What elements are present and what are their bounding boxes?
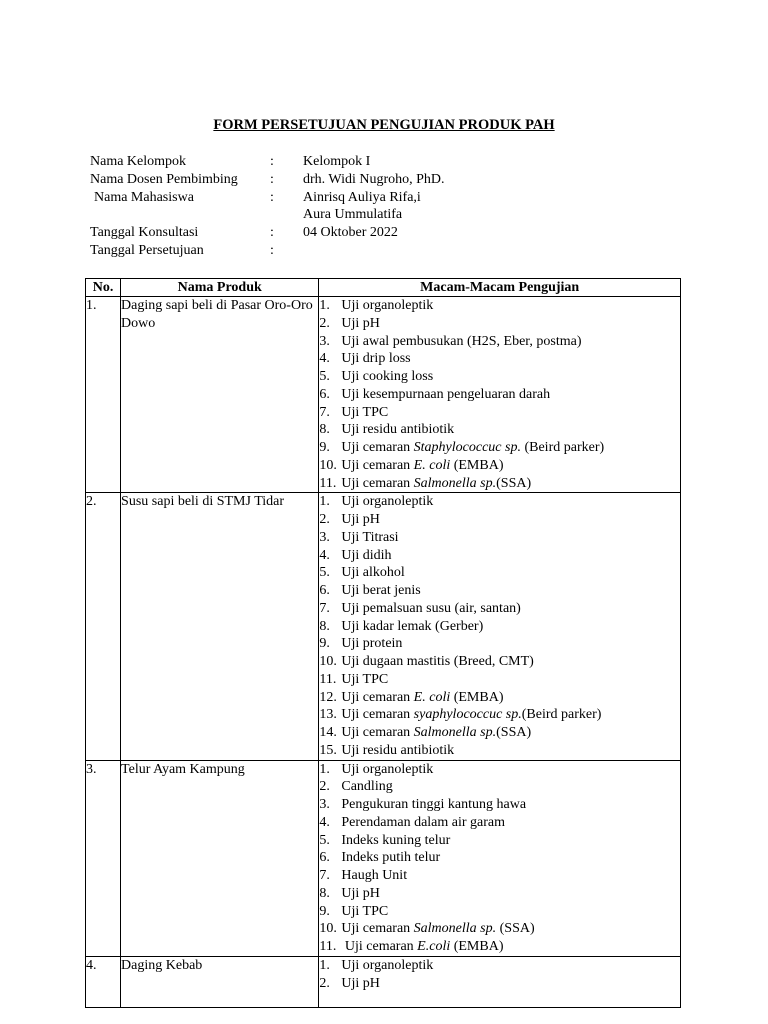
test-item-text — [341, 867, 407, 885]
test-item — [319, 778, 680, 796]
test-item-text — [341, 421, 454, 439]
test-organism-italic: E.coli — [417, 939, 451, 954]
test-text-post: (Beird parker) — [520, 440, 605, 455]
info-value — [303, 153, 370, 171]
table-row — [86, 297, 681, 493]
test-item-text — [341, 529, 398, 547]
test-text-post: (EMBA) — [450, 689, 504, 705]
test-item-number: 5. — [319, 832, 330, 848]
test-text-pre: Candling — [341, 779, 393, 795]
form-title: FORM PERSETUJUAN PENGUJIAN PRODUK PAH — [213, 117, 555, 133]
test-text-pre: Uji drip loss — [341, 351, 411, 367]
info-block — [90, 153, 445, 260]
product-name: Daging Kebab — [121, 956, 319, 1007]
test-item-number: 11. — [319, 939, 337, 954]
test-item-text — [341, 903, 388, 921]
test-item-number: 11. — [319, 475, 337, 491]
test-item-number: 11. — [319, 671, 337, 687]
info-label: Tanggal Konsultasi — [90, 225, 199, 241]
test-item — [319, 671, 680, 689]
test-item — [319, 333, 680, 351]
test-item-number: 8. — [319, 885, 330, 901]
test-text-pre: Uji organoleptik — [341, 957, 434, 973]
info-label: Tanggal Persetujuan — [90, 242, 204, 258]
test-item-number: 9. — [319, 440, 330, 455]
test-item-text — [341, 814, 505, 832]
info-row-mahasiswa — [90, 189, 445, 225]
test-item-text — [341, 635, 402, 653]
test-item — [319, 814, 680, 832]
test-item — [319, 706, 680, 724]
test-item-number: 4. — [319, 547, 330, 563]
test-text-post: (Beird parker) — [521, 707, 602, 723]
test-text-pre: Uji cemaran — [341, 707, 414, 723]
test-item-text — [341, 618, 483, 636]
test-item-text — [341, 511, 380, 529]
test-item-text — [341, 368, 433, 386]
product-name: Telur Ayam Kampung — [121, 760, 319, 956]
konsultasi-value: 04 Oktober 2022 — [303, 225, 398, 241]
info-label: Nama Dosen Pembimbing — [90, 171, 238, 187]
test-text-pre: Uji cemaran — [341, 457, 414, 473]
info-row-kelompok — [90, 153, 445, 171]
test-text-post: (SSA) — [496, 725, 532, 740]
test-item — [319, 386, 680, 404]
test-item-text — [341, 761, 433, 779]
test-item — [319, 867, 680, 885]
test-text-post: (SSA) — [496, 921, 535, 937]
test-item-text — [341, 564, 404, 582]
test-item-number: 6. — [319, 386, 330, 402]
test-item — [319, 761, 680, 779]
test-item — [319, 582, 680, 600]
test-text-pre: Perendaman dalam air garam — [341, 814, 506, 830]
test-organism-italic: Salmonella sp. — [413, 921, 497, 937]
test-item-text — [341, 315, 380, 333]
info-colon: : — [270, 189, 274, 205]
row-number: 3. — [86, 760, 121, 956]
test-text-pre: Uji cemaran — [341, 689, 414, 705]
test-item — [319, 439, 680, 457]
test-text-pre: Uji cemaran — [341, 939, 418, 954]
test-text-pre: Uji Titrasi — [341, 529, 399, 545]
table-header-row — [86, 279, 681, 297]
mahasiswa-name: Aura Ummulatifa — [303, 207, 403, 223]
test-organism-italic: E. coli — [413, 457, 451, 473]
test-item-number: 5. — [319, 369, 330, 384]
test-item — [319, 529, 680, 547]
test-item — [319, 689, 680, 707]
test-item — [319, 938, 680, 956]
test-item-text — [341, 333, 581, 351]
test-organism-italic: E. coli — [413, 689, 451, 705]
test-item-number: 1. — [319, 298, 330, 313]
test-text-pre: Uji kesempurnaan pengeluaran darah — [341, 386, 551, 402]
test-item-number: 7. — [319, 404, 330, 420]
test-text-pre: Uji TPC — [341, 671, 389, 687]
test-text-pre: Uji pH — [341, 315, 380, 331]
test-text-post: (EMBA) — [450, 939, 504, 954]
tests-table — [85, 278, 681, 1008]
test-item-text — [341, 742, 454, 760]
test-item-text — [341, 778, 392, 796]
test-item — [319, 350, 680, 368]
test-item — [319, 564, 680, 582]
test-list — [319, 493, 681, 760]
mahasiswa-name: Ainrisq Auliya Rifa,i — [303, 189, 421, 205]
test-item-number: 8. — [319, 618, 330, 634]
test-item — [319, 903, 680, 921]
test-item — [319, 849, 680, 867]
test-item — [319, 315, 680, 333]
header-no: No. — [86, 279, 121, 297]
test-item — [319, 832, 680, 850]
test-organism-italic: Salmonella sp. — [413, 475, 497, 491]
test-text-pre: Uji protein — [341, 636, 403, 652]
test-item-text — [341, 386, 550, 404]
test-item-number: 2. — [319, 512, 330, 527]
test-text-post: (SSA) — [496, 475, 532, 491]
test-item-text — [341, 796, 526, 814]
test-item-text — [341, 475, 531, 493]
test-item — [319, 475, 680, 493]
test-text-pre: Uji cemaran — [341, 725, 414, 740]
info-colon: : — [270, 225, 274, 241]
info-value — [303, 171, 445, 189]
test-item-text — [341, 885, 380, 903]
test-item-text — [341, 493, 433, 511]
test-item-text — [341, 975, 380, 993]
test-item-text — [341, 653, 533, 671]
test-text-pre: Uji residu antibiotik — [341, 422, 455, 438]
test-item-number: 4. — [319, 814, 330, 830]
test-item-number: 6. — [319, 850, 330, 866]
test-text-pre: Uji organoleptik — [341, 761, 434, 777]
row-number: 2. — [86, 493, 121, 760]
test-text-pre: Uji TPC — [341, 903, 389, 919]
test-item-number: 9. — [319, 903, 330, 919]
test-item-number: 2. — [319, 315, 330, 331]
test-item — [319, 511, 680, 529]
test-item-text — [341, 957, 433, 975]
test-item-number: 2. — [319, 779, 330, 795]
test-item — [319, 547, 680, 565]
test-item-number: 10. — [319, 921, 337, 937]
header-pengujian: Macam-Macam Pengujian — [319, 279, 681, 297]
test-text-pre: Uji berat jenis — [341, 583, 421, 598]
test-item-number: 7. — [319, 600, 330, 616]
test-list — [319, 956, 681, 1007]
test-text-pre: Uji dugaan mastitis (Breed, CMT) — [341, 654, 534, 669]
info-row-konsultasi — [90, 224, 445, 242]
test-item-number: 9. — [319, 636, 330, 652]
test-item — [319, 957, 680, 975]
test-item — [319, 600, 680, 618]
test-item-number: 15. — [319, 742, 337, 758]
info-value — [303, 189, 421, 225]
test-item-text — [341, 582, 420, 600]
test-organism-italic: Staphylococcuc sp. — [413, 440, 521, 455]
test-item-text — [341, 724, 531, 742]
test-text-pre: Uji cemaran — [341, 921, 414, 937]
info-colon: : — [270, 171, 274, 187]
test-item-number: 5. — [319, 565, 330, 581]
test-item-number: 12. — [319, 689, 337, 705]
test-item-text — [341, 404, 388, 422]
kelompok-value: Kelompok I — [303, 154, 371, 169]
test-item-number: 13. — [319, 707, 337, 723]
info-label: Nama Mahasiswa — [94, 189, 194, 205]
test-text-pre: Uji organoleptik — [341, 494, 434, 510]
test-item-number: 3. — [319, 333, 330, 349]
test-item-text — [341, 689, 503, 707]
test-item — [319, 297, 680, 315]
info-row-persetujuan — [90, 242, 445, 260]
test-item-number: 10. — [319, 654, 337, 669]
dosen-value: drh. Widi Nugroho, PhD. — [303, 171, 445, 187]
test-item-text — [341, 706, 601, 724]
product-name: Susu sapi beli di STMJ Tidar — [121, 493, 319, 760]
test-item — [319, 920, 680, 938]
test-list — [319, 297, 681, 493]
row-number: 4. — [86, 956, 121, 1007]
test-item — [319, 796, 680, 814]
test-item-number: 7. — [319, 868, 330, 883]
test-item-number: 1. — [319, 494, 330, 510]
table-row — [86, 956, 681, 1007]
test-item-number: 2. — [319, 975, 330, 991]
test-text-pre: Uji cemaran — [341, 475, 414, 491]
product-name: Daging sapi beli di Pasar Oro-Oro Dowo — [121, 297, 319, 493]
test-item-text — [341, 938, 503, 956]
test-text-pre: Uji pH — [341, 512, 380, 527]
test-text-pre: Pengukuran tinggi kantung hawa — [341, 797, 527, 812]
test-text-pre: Uji cooking loss — [341, 369, 434, 384]
test-text-pre: Uji pH — [341, 885, 380, 901]
test-text-pre: Uji alkohol — [341, 565, 405, 581]
test-item — [319, 404, 680, 422]
test-item — [319, 635, 680, 653]
test-text-post: (EMBA) — [450, 457, 504, 473]
row-number: 1. — [86, 297, 121, 493]
test-organism-italic: syaphylococcuc sp. — [413, 707, 522, 723]
test-item — [319, 457, 680, 475]
test-text-pre: Uji awal pembusukan (H2S, Eber, postma) — [341, 333, 582, 349]
test-text-pre: Uji residu antibiotik — [341, 742, 455, 758]
info-colon: : — [270, 242, 274, 258]
test-text-pre: Haugh Unit — [341, 868, 408, 883]
test-text-pre: Indeks kuning telur — [341, 832, 451, 848]
test-text-pre: Indeks putih telur — [341, 850, 441, 866]
test-item — [319, 368, 680, 386]
test-item-text — [341, 600, 520, 618]
test-text-pre: Uji organoleptik — [341, 298, 434, 313]
info-value — [303, 224, 398, 242]
test-item-text — [341, 920, 534, 938]
test-item-text — [341, 547, 391, 565]
test-item-text — [341, 457, 503, 475]
test-item-number: 6. — [319, 583, 330, 598]
test-text-pre: Uji pH — [341, 975, 380, 991]
test-text-pre: Uji TPC — [341, 404, 389, 420]
test-item — [319, 885, 680, 903]
test-item-text — [341, 439, 604, 457]
test-item-number: 3. — [319, 797, 330, 812]
test-text-pre: Uji didih — [341, 547, 392, 563]
test-organism-italic: Salmonella sp. — [413, 725, 497, 740]
test-item — [319, 493, 680, 511]
test-item-number: 10. — [319, 457, 337, 473]
header-produk: Nama Produk — [121, 279, 319, 297]
test-item-number: 4. — [319, 351, 330, 367]
test-item-text — [341, 297, 433, 315]
test-item-number: 1. — [319, 957, 330, 973]
table-body — [86, 297, 681, 1008]
test-text-pre: Uji kadar lemak (Gerber) — [341, 618, 484, 634]
info-colon: : — [270, 154, 274, 169]
test-item-number: 3. — [319, 529, 330, 545]
test-item — [319, 421, 680, 439]
info-label: Nama Kelompok — [90, 154, 187, 169]
test-item-number: 14. — [319, 725, 337, 740]
test-list — [319, 760, 681, 956]
test-item — [319, 975, 680, 993]
test-item-text — [341, 832, 450, 850]
test-item-number: 1. — [319, 761, 330, 777]
test-item — [319, 618, 680, 636]
info-row-dosen — [90, 171, 445, 189]
test-text-pre: Uji pemalsuan susu (air, santan) — [341, 600, 521, 616]
test-item — [319, 742, 680, 760]
test-item — [319, 653, 680, 671]
test-item — [319, 724, 680, 742]
table-row — [86, 493, 681, 760]
test-item-text — [341, 671, 388, 689]
test-item-text — [341, 849, 440, 867]
test-text-pre: Uji cemaran — [341, 440, 414, 455]
test-item-number: 8. — [319, 422, 330, 438]
table-row — [86, 760, 681, 956]
test-item-text — [341, 350, 410, 368]
